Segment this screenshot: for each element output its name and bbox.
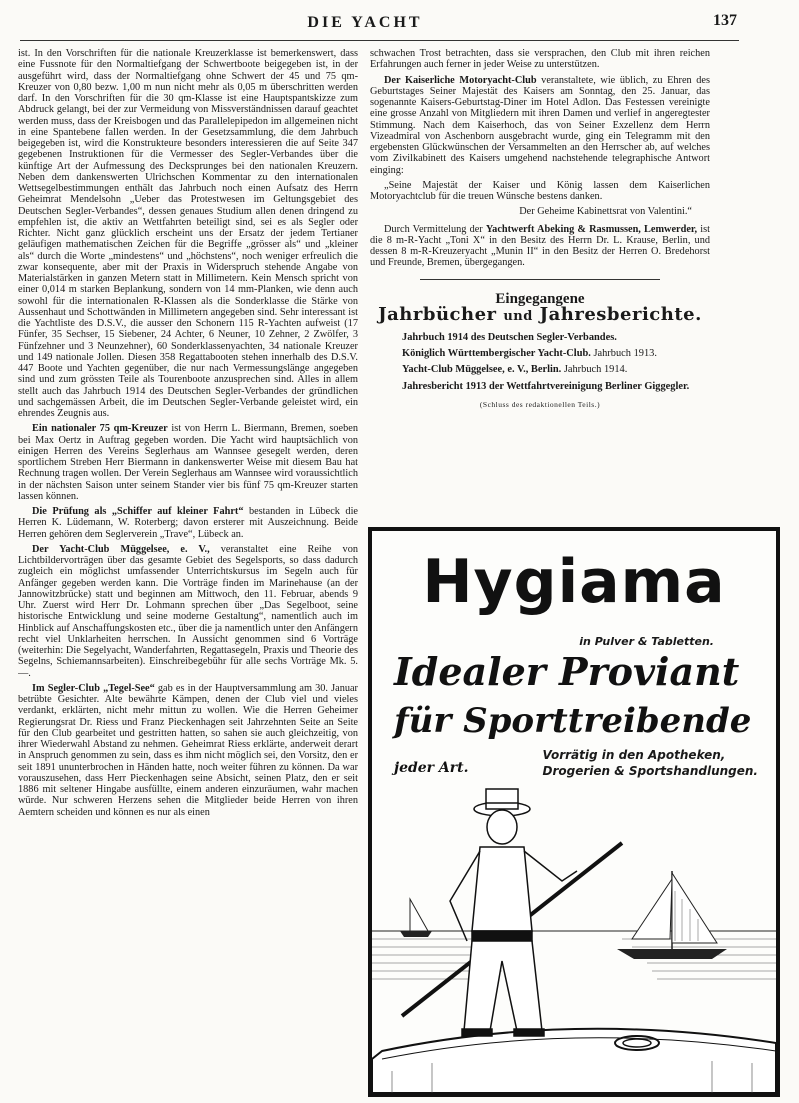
paragraph-text: ist die 8 m-R-Yacht „Toni X“ in den Besitz des Herrn Dr. L. Krause, Berlin, und dessen 8 m-R-Kreuzeryacht „Munin II“ in den Besitz der Herren O. Bredehorst und Freunde, Bremen, übergegangen. [370, 223, 710, 269]
editorial-closing-note: (Schluss des redaktionellen Teils.) [479, 399, 601, 409]
sailboat-right [617, 871, 727, 959]
received-list [388, 332, 704, 393]
ad-slogan-line1: Idealer Proviant [394, 649, 740, 694]
paragraph-text: gab es in der Hauptversammlung am 30. Januar betrübte Gesichter. Alte bewährte Kämpen, denen der Club viel und vieles verdankt, erklärten, nicht mehr mittun zu wollen. Wie die Herren Geheimer Regierungsrat Dr. Riess und Franz Pieckenhagen seit Jahrzehnten Seite an Seite für den Club gearbeitet und gestritten hatten, so sahen sie auch gleichzeitig, von ihrer Wiederwahl Abstand zu nehmen. Geheimrat Riess erklärte, anderweit derart in Anspruch genommen zu sein, dass es ihm nicht möglich sei, den Vorsitz, den er seit 1891 ununterbrochen in Händen hatte, noch weiter führen zu können. Da war vorauszusehen, dass Herr Pieckenhagen seine Absicht, seinen Platz, den er seit 1886 mit seltener Hingabe ausfüllte, einem anderen einzuräumen, wahr machen würde. Nur schweren Herzens sehen die Mitglieder beide Herren von ihren Aemtern scheiden und können es nur als einen [18, 682, 358, 818]
list-item [388, 332, 704, 344]
received-heading: Eingegangene [495, 290, 585, 307]
ad-availability [543, 747, 758, 779]
sailor-illustration [372, 781, 776, 1093]
list-item-title: Jahresbericht 1913 der Wettfahrtvereinigung Berliner Giggegler. [402, 380, 690, 392]
paragraph-lead: Im Segler-Club „Tegel-See“ [32, 682, 155, 694]
paragraph-lead: Der Yacht-Club Müggelsee, e. V., [32, 543, 210, 555]
boat-deck [372, 1029, 776, 1093]
list-item-detail: Jahrbuch 1914. [561, 364, 628, 376]
paragraph-lead: Die Prüfung als „Schiffer auf kleiner Fahrt“ [32, 506, 244, 517]
list-item [388, 364, 704, 376]
paragraph-text: ist von Herrn L. Biermann, Bremen, soeben bei Max Oertz in Auftrag gegeben worden. Die Yacht wird hauptsächlich von einigen Herren des Vereins Seglerhaus am Wannsee gesegelt werden, deren sportlichem Streben Herr Biermann in dankenswerter Weise mit diesem Bau hat Rechnung tragen wollen. Der Verein Seglerhaus am Wannsee wird voraussichtlich in der nächsten Saison unter seinem Stander vier bis fünf 75 qm-Kreuzer starten lassen können. [18, 423, 358, 502]
list-item-title: Königlich Württembergischer Yacht-Club. [402, 348, 591, 360]
sea-hatching [372, 939, 776, 979]
list-item-title: Yacht-Club Müggelsee, e. V., Berlin. [402, 364, 562, 376]
telegram-quote: „Seine Majestät der Kaiser und König lassen dem Kaiserlichen Motoryachtclub für die treuen Wünsche bestens danken. [370, 179, 710, 202]
telegram-signature: Der Geheime Kabinettsrat von Valentini.“ [519, 206, 692, 218]
header-rule [20, 40, 739, 41]
paragraph-lead: Ein nationaler 75 qm-Kreuzer [32, 423, 168, 435]
list-item-title: Jahrbuch 1914 des Deutschen Segler-Verbandes. [402, 332, 617, 343]
ad-brand-name: Hygiama [422, 547, 726, 617]
article-paragraph: ist. In den Vorschriften für die nationale Kreuzerklasse ist bemerkenswert, dass eine Fussnote für den Normaltiefgang der Schwertboote beigegeben ist, in der ausgeführt wird, dass der Normaltiefgang ohne Schwert der 45 und 75 qm-Kreuzer von 0,80 bezw. 1,00 m nun nicht mehr als 0,05 m überschritten werden darf. In den Vorschriften für die 30 qm-Klasse ist eine Hauptspantskizze zum Abdruck gelangt, bei der zur Vermeidung von Missverständnissen darauf geachtet werden muss, dass der Kreisbogen und das Parallelepipedon im allgemeinen nicht in eine Spantebene fallen werden. In der Gesetzsammlung, die dem Jahrbuch beigegeben ist, wird die Konstrukteure besonders interessieren die auf Seite 347 gegebenen Instruktionen für die Vermesser des Segler-Verbandes über die künftige Art der Aufmessung des Decksprunges bei den nationalen Kreuzern. Neben dem dankenswerten Ulrichschen Kommentar zu den internationalen Wettsegelbestimmungen enthält das Jahrbuch noch einen Aufsatz des Herrn Geheimrat Mendelsohn „Ueber das Protestwesen im Geltungsgebiet des Deutschen Segler-Verbandes“, dessen genaues Studium allen denen dringend zu empfehlen ist, die aktiv an Wettfahrten beteiligt sind, sei es als Segler oder Richter. Nicht ganz glücklich erscheint uns der Ersatz der jedem Tertianer geläufigen mathematischen Zeichen für die Begriffe „grösser als“ und „kleiner als“ durch die Worte „mindestens“ und „höchstens“, noch weniger erfreulich die zwar konsequente, aber mit der Praxis in Widerspruch stehende Angabe von Materialstärken in ganzen Metern statt in Millimetern. Kein Mensch spricht von einer 0,014 m starken Beplankung, sondern von 14 mm-Planken, wie denn auch sowohl für die internationalen R-Klassen als die Sonderklasse die Stärke von Aussenhaut und Schottwänden in Millimetern angegeben sind. Sehr interessant ist die Yachtliste des D.S.V., die ausser den Schonern 115 R-Yachten aufweist (17 Fünfer, 35 Sechser, 15 Siebener, 24 Achter, 6 Neuner, 10 Zehner, 2 Zwölfer, 3 Fünfzehner und 3 Neunzehner), 60 Sonderklassenyachten, 34 nationale Kreuzer und 149 nationale Jollen. Diesen 358 Regattabooten stehen innerhalb des D.S.V. 447 Boote und Yachten gegenüber, die nur nach Vermessungslänge angegeben sind und zum grössten Teile als Tourenboote anzusprechen sind. Alles in allem stellt auch das Jahrbuch 1914 des Deutschen Segler-Verbandes der gründlichen und sachgemässen Arbeit, die im Deutschen Segler-Verbande geleistet wird, ein ehrendes Zeugnis aus. [18, 48, 358, 419]
list-item [388, 381, 704, 393]
received-subheading [370, 303, 710, 325]
article-paragraph [18, 544, 358, 679]
received-subheading-b: Jahresberichte. [539, 303, 702, 325]
article-paragraph: schwachen Trost betrachten, dass sie versprachen, den Club mit ihren reichen Erfahrungen auch ferner in jeder Weise zu unterstützen. [370, 48, 710, 71]
paragraph-lead: Der Kaiserliche Motoryacht-Club [384, 74, 537, 86]
received-subheading-a: Jahrbücher [378, 303, 497, 325]
article-paragraph [18, 423, 358, 502]
left-column [18, 48, 358, 1098]
ad-formats: in Pulver & Tabletten. [579, 635, 714, 648]
article-paragraph [18, 506, 358, 540]
ad-slogan-line2-main: für Sporttreibende [394, 701, 752, 741]
ad-slogan-line2-tail: jeder Art. [394, 760, 469, 776]
paragraph-text: Durch Vermittelung der [384, 223, 486, 235]
list-item-detail: Jahrbuch 1913. [590, 348, 657, 360]
ad-availability-line: Drogerien & Sportshandlungen. [542, 764, 758, 778]
article-paragraph [18, 683, 358, 818]
article-paragraph [370, 75, 710, 176]
paragraph-text: bestanden in Lübeck die Herren K. Lüdemann, W. Roterberg; davon ersterer mit Auszeichnung. Beide Herren gehören dem Seglerverein „Trave“, Lübeck an. [18, 506, 358, 540]
paragraph-text: veranstaltet eine Reihe von Lichtbildervorträgen über das gesamte Gebiet des Segelsports, so dass dadurch zugleich ein möglichst umfassender Unterrichtskursus im Segeln auch für Anfänger gegeben werden kann. Die Vorträge finden im Marinehause (an der Jannowitzbrücke) statt und beginnen am Mittwoch, den 11. Februar, abends 9 Uhr. Zuerst wird Herr Dr. Lohmann sprechen über „Das Segelboot, seine historische Entwicklung und seine moderne Gestaltung“, namentlich auch im Hinblick auf Anschaffungskosten etc., über die ja namentlich unter den Anfängern recht viel Unklarheiten herrschen. In Aussicht genommen sind 6 Vorträge (weiterhin: Die Segelyacht, Wanderfahrten, Regattasegeln, Praxis und Theorie des Segelns, Schiemannsarbeiten). Einschreibegebühr für alle sechs Vorträge Mk. 5.—. [18, 543, 358, 679]
received-subheading-und: und [503, 308, 533, 324]
distant-sailboat-left [400, 899, 432, 937]
section-divider [420, 279, 660, 280]
sailor-figure [450, 789, 577, 1036]
article-paragraph [370, 224, 710, 269]
page-number: 137 [713, 12, 737, 29]
paragraph-lead: Yachtwerft Abeking & Rasmussen, Lemwerder, [485, 223, 698, 235]
ad-availability-line: Vorrätig in den Apotheken, [542, 748, 726, 762]
running-header: DIE YACHT [307, 14, 423, 31]
hygiama-advertisement [368, 527, 780, 1097]
list-item [388, 348, 704, 360]
paragraph-text: veranstaltete, wie üblich, zu Ehren des Geburtstages Seiner Majestät des Kaisers am Sonntag, den 25. Januar, das sogenannte Kaisers-Geburtstag-Diner im Hotel Adlon. Das Festessen vereinigte eine grosse Anzahl von Mitgliedern mit ihren Damen und verlief in angeregtester Stimmung. Nach dem Kaiserhoch, das von Seiner Exzellenz dem Herrn Vizeadmiral von Aschenborn ausgebracht wurde, ging ein Telegramm mit den ergebensten Glückwünschen der Versammelten an den Herrscher ab, auf welches vom Zivilkabinett des Kaisers umgehend nachstehende telegraphische Antwort einging: [370, 74, 710, 176]
